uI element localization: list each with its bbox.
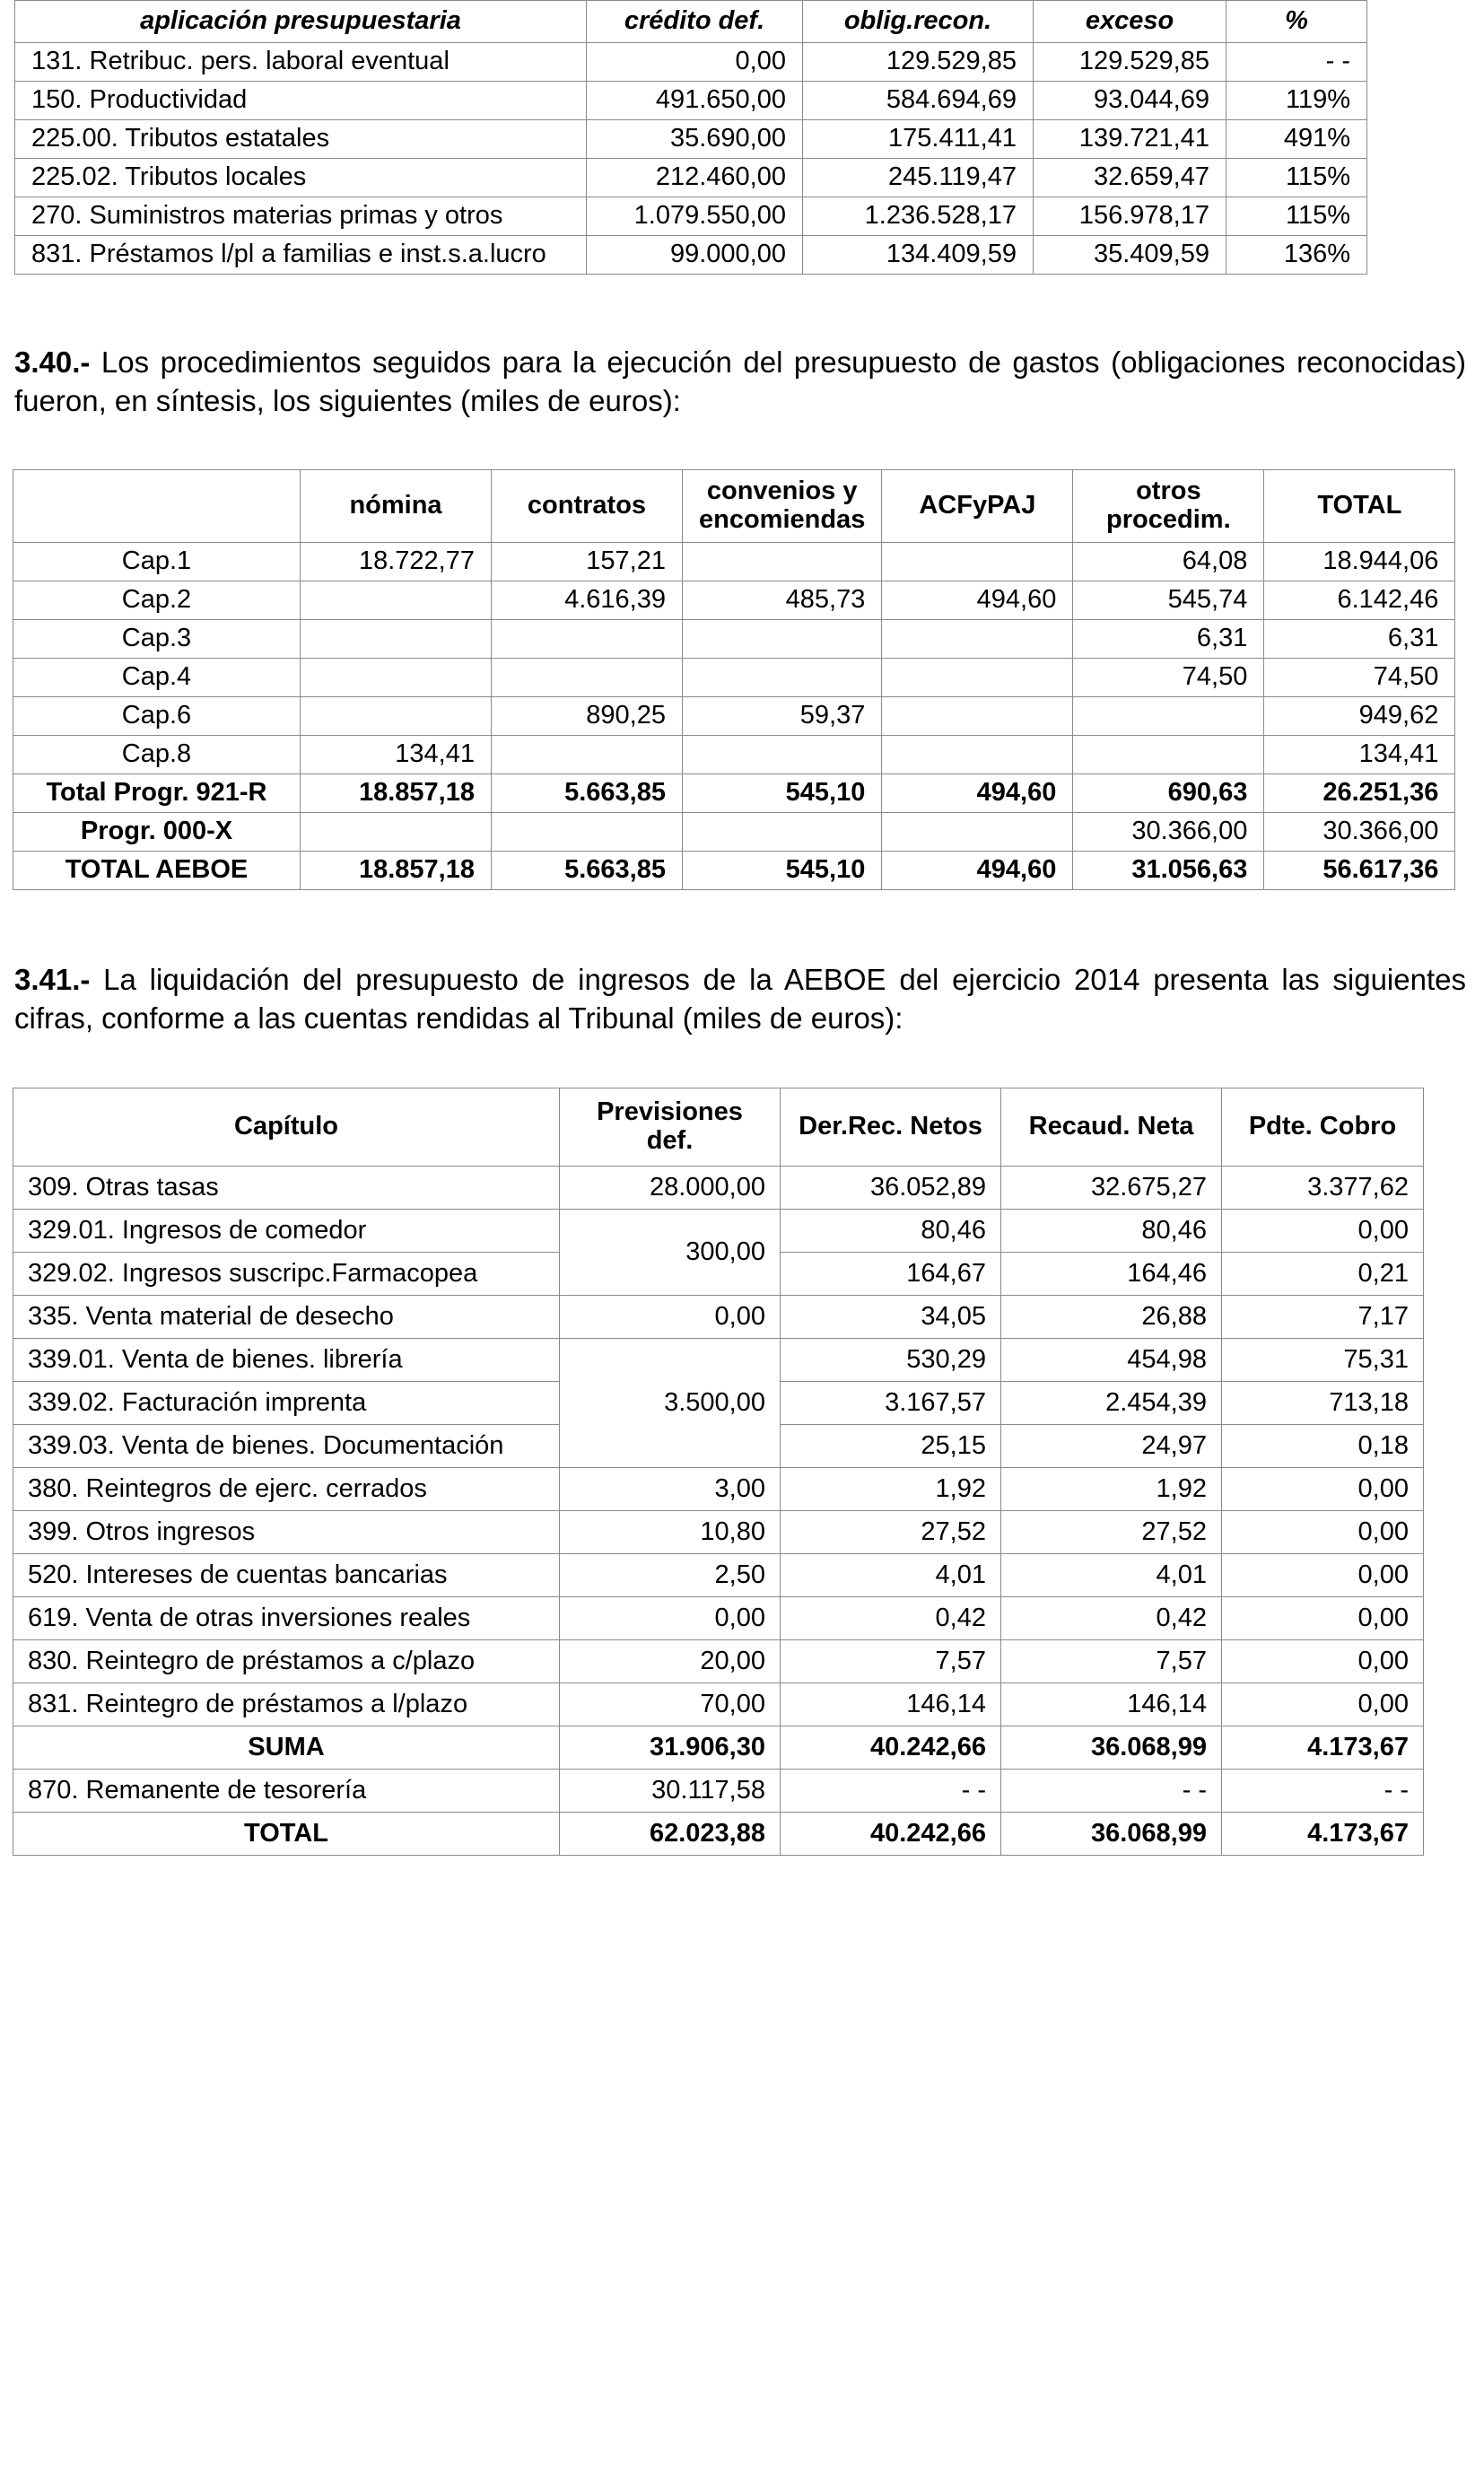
cell-acfypaj: [882, 659, 1073, 697]
cell-nomina: [301, 813, 492, 852]
cell-convenios: 59,37: [683, 697, 882, 736]
header-acfypaj: ACFyPAJ: [882, 470, 1073, 543]
table-row: [13, 1339, 1424, 1382]
row-label: 225.00. Tributos estatales: [15, 120, 587, 159]
cell-convenios: [683, 620, 882, 659]
cell-der-rec: 164,67: [781, 1253, 1001, 1296]
row-label: 380. Reintegros de ejerc. cerrados: [13, 1468, 560, 1511]
cell-nomina: [301, 620, 492, 659]
cell-recaud: 32.675,27: [1001, 1167, 1222, 1210]
cell-credito: 99.000,00: [587, 236, 803, 275]
row-label: 225.02. Tributos locales: [15, 159, 587, 197]
cell-contratos: [492, 736, 683, 774]
cell-exceso: 139.721,41: [1034, 120, 1226, 159]
table-row: [13, 1296, 1424, 1339]
cell-recaud: 4,01: [1001, 1554, 1222, 1597]
cell-der-rec: 7,57: [781, 1640, 1001, 1683]
cell-total: 56.617,36: [1264, 852, 1455, 890]
table-header-row: [13, 1088, 1424, 1167]
cell-der-rec: 1,92: [781, 1468, 1001, 1511]
cell-contratos: 4.616,39: [492, 581, 683, 620]
cell-pdte: 3.377,62: [1222, 1167, 1424, 1210]
cell-oblig: 175.411,41: [803, 120, 1034, 159]
table-row: [13, 659, 1455, 697]
cell-otros: 64,08: [1073, 543, 1264, 581]
cell-convenios: [683, 543, 882, 581]
header-total: TOTAL: [1264, 470, 1455, 543]
table-row-total-921r: [13, 774, 1455, 813]
cell-previsiones: 2,50: [560, 1554, 781, 1597]
cell-previsiones: 10,80: [560, 1511, 781, 1554]
cell-otros: 545,74: [1073, 581, 1264, 620]
paragraph-number: 3.40.-: [14, 345, 91, 379]
cell-contratos: 157,21: [492, 543, 683, 581]
row-label: 831. Reintegro de préstamos a l/plazo: [13, 1683, 560, 1726]
table-row-progr-000x: [13, 813, 1455, 852]
paragraph-text: Los procedimientos seguidos para la ejecución del presupuesto de gastos (obligaciones reconocidas) fueron, en síntesis, los siguientes (miles de euros):: [14, 345, 1466, 417]
row-label: SUMA: [13, 1726, 560, 1770]
table-row: [13, 1683, 1424, 1726]
cell-exceso: 156.978,17: [1034, 197, 1226, 236]
row-label: 339.01. Venta de bienes. librería: [13, 1339, 560, 1382]
row-label: Cap.8: [13, 736, 301, 774]
cell-total: 30.366,00: [1264, 813, 1455, 852]
cell-der-rec: 0,42: [781, 1597, 1001, 1640]
cell-nomina: [301, 697, 492, 736]
cell-exceso: 35.409,59: [1034, 236, 1226, 275]
cell-otros: [1073, 697, 1264, 736]
cell-nomina: [301, 581, 492, 620]
row-label: 619. Venta de otras inversiones reales: [13, 1597, 560, 1640]
cell-otros: [1073, 736, 1264, 774]
row-label: TOTAL AEBOE: [13, 852, 301, 890]
cell-credito: 1.079.550,00: [587, 197, 803, 236]
table-row: [13, 1511, 1424, 1554]
cell-otros: 31.056,63: [1073, 852, 1264, 890]
cell-otros: 30.366,00: [1073, 813, 1264, 852]
table-row: [15, 82, 1367, 120]
table-row: [15, 43, 1367, 82]
row-label: 309. Otras tasas: [13, 1167, 560, 1210]
cell-nomina: 18.857,18: [301, 852, 492, 890]
cell-nomina: 18.857,18: [301, 774, 492, 813]
cell-pdte: 0,00: [1222, 1511, 1424, 1554]
cell-acfypaj: 494,60: [882, 852, 1073, 890]
cell-previsiones: 62.023,88: [560, 1813, 781, 1856]
cell-percent: - -: [1226, 43, 1367, 82]
cell-der-rec: 27,52: [781, 1511, 1001, 1554]
table-row: [13, 1597, 1424, 1640]
header-nomina: nómina: [301, 470, 492, 543]
row-label: 339.03. Venta de bienes. Documentación: [13, 1425, 560, 1468]
cell-nomina: 18.722,77: [301, 543, 492, 581]
cell-der-rec: - -: [781, 1770, 1001, 1813]
row-label: Cap.2: [13, 581, 301, 620]
cell-exceso: 32.659,47: [1034, 159, 1226, 197]
row-label: Cap.4: [13, 659, 301, 697]
cell-pdte: 7,17: [1222, 1296, 1424, 1339]
table-row: [15, 236, 1367, 275]
cell-contratos: [492, 659, 683, 697]
cell-convenios: 545,10: [683, 774, 882, 813]
cell-der-rec: 40.242,66: [781, 1813, 1001, 1856]
header-recaud: Recaud. Neta: [1001, 1088, 1222, 1167]
cell-previsiones: 28.000,00: [560, 1167, 781, 1210]
cell-otros: 6,31: [1073, 620, 1264, 659]
cell-recaud: 26,88: [1001, 1296, 1222, 1339]
table-row: [15, 197, 1367, 236]
cell-oblig: 245.119,47: [803, 159, 1034, 197]
cell-credito: 212.460,00: [587, 159, 803, 197]
table-row: [13, 697, 1455, 736]
cell-previsiones: 20,00: [560, 1640, 781, 1683]
row-label: 150. Productividad: [15, 82, 587, 120]
row-label: Cap.1: [13, 543, 301, 581]
header-capitulo: Capítulo: [13, 1088, 560, 1167]
cell-previsiones: 70,00: [560, 1683, 781, 1726]
header-credito-def: crédito def.: [587, 1, 803, 43]
cell-credito: 0,00: [587, 43, 803, 82]
cell-total: 74,50: [1264, 659, 1455, 697]
table-row-suma: [13, 1726, 1424, 1770]
header-convenios: convenios y encomiendas: [683, 470, 882, 543]
table-row: [13, 620, 1455, 659]
cell-recaud: - -: [1001, 1770, 1222, 1813]
cell-total: 949,62: [1264, 697, 1455, 736]
table-row-total: [13, 1813, 1424, 1856]
cell-credito: 491.650,00: [587, 82, 803, 120]
cell-pdte: 4.173,67: [1222, 1813, 1424, 1856]
cell-oblig: 134.409,59: [803, 236, 1034, 275]
cell-pdte: 713,18: [1222, 1382, 1424, 1425]
table-row: [13, 1468, 1424, 1511]
table-header-row: [15, 1, 1367, 43]
header-aplicacion: aplicación presupuestaria: [15, 1, 587, 43]
cell-acfypaj: 494,60: [882, 774, 1073, 813]
cell-nomina: [301, 659, 492, 697]
cell-der-rec: 146,14: [781, 1683, 1001, 1726]
row-label: Cap.3: [13, 620, 301, 659]
cell-der-rec: 40.242,66: [781, 1726, 1001, 1770]
row-label: 335. Venta material de desecho: [13, 1296, 560, 1339]
header-pdte-cobro: Pdte. Cobro: [1222, 1088, 1424, 1167]
table-aplicacion-presupuestaria: [14, 0, 1367, 275]
row-label: TOTAL: [13, 1813, 560, 1856]
row-label: 870. Remanente de tesorería: [13, 1770, 560, 1813]
cell-convenios: 485,73: [683, 581, 882, 620]
cell-total: 26.251,36: [1264, 774, 1455, 813]
cell-previsiones-merged: 3.500,00: [560, 1339, 781, 1468]
header-otros-procedim: otros procedim.: [1073, 470, 1264, 543]
cell-oblig: 584.694,69: [803, 82, 1034, 120]
table-header-row: [13, 470, 1455, 543]
cell-recaud: 2.454,39: [1001, 1382, 1222, 1425]
paragraph-3-41: [14, 960, 1466, 1037]
cell-percent: 136%: [1226, 236, 1367, 275]
table-row: [13, 543, 1455, 581]
cell-nomina: 134,41: [301, 736, 492, 774]
cell-der-rec: 80,46: [781, 1210, 1001, 1253]
cell-recaud: 36.068,99: [1001, 1813, 1222, 1856]
table-row: [13, 1167, 1424, 1210]
header-oblig-recon: oblig.recon.: [803, 1, 1034, 43]
table-row: [13, 1554, 1424, 1597]
cell-total: 6.142,46: [1264, 581, 1455, 620]
cell-der-rec: 4,01: [781, 1554, 1001, 1597]
cell-der-rec: 530,29: [781, 1339, 1001, 1382]
row-label: 831. Préstamos l/pl a familias e inst.s.a.lucro: [15, 236, 587, 275]
cell-recaud: 0,42: [1001, 1597, 1222, 1640]
cell-acfypaj: [882, 620, 1073, 659]
cell-der-rec: 3.167,57: [781, 1382, 1001, 1425]
row-label: 329.01. Ingresos de comedor: [13, 1210, 560, 1253]
table-procedimientos-gastos: [13, 469, 1455, 890]
paragraph-3-40: [14, 343, 1466, 420]
cell-total: 134,41: [1264, 736, 1455, 774]
cell-pdte: 0,18: [1222, 1425, 1424, 1468]
row-label: 830. Reintegro de préstamos a c/plazo: [13, 1640, 560, 1683]
paragraph-text: La liquidación del presupuesto de ingresos de la AEBOE del ejercicio 2014 presenta las siguientes cifras, conforme a las cuentas rendidas al Tribunal (miles de euros):: [14, 963, 1466, 1035]
cell-acfypaj: [882, 543, 1073, 581]
table-row-total-aeboe: [13, 852, 1455, 890]
cell-pdte: 75,31: [1222, 1339, 1424, 1382]
table-row: [13, 1210, 1424, 1253]
cell-percent: 491%: [1226, 120, 1367, 159]
cell-recaud: 454,98: [1001, 1339, 1222, 1382]
header-der-rec: Der.Rec. Netos: [781, 1088, 1001, 1167]
cell-contratos: 890,25: [492, 697, 683, 736]
cell-percent: 115%: [1226, 197, 1367, 236]
row-label: Progr. 000-X: [13, 813, 301, 852]
header-percent: %: [1226, 1, 1367, 43]
cell-pdte: 0,21: [1222, 1253, 1424, 1296]
row-label: Cap.6: [13, 697, 301, 736]
cell-previsiones: 31.906,30: [560, 1726, 781, 1770]
cell-credito: 35.690,00: [587, 120, 803, 159]
cell-contratos: [492, 620, 683, 659]
cell-exceso: 129.529,85: [1034, 43, 1226, 82]
cell-previsiones: 30.117,58: [560, 1770, 781, 1813]
cell-recaud: 36.068,99: [1001, 1726, 1222, 1770]
row-label: 520. Intereses de cuentas bancarias: [13, 1554, 560, 1597]
row-label: Total Progr. 921-R: [13, 774, 301, 813]
cell-pdte: 4.173,67: [1222, 1726, 1424, 1770]
cell-otros: 74,50: [1073, 659, 1264, 697]
cell-exceso: 93.044,69: [1034, 82, 1226, 120]
table-row: [15, 159, 1367, 197]
cell-der-rec: 34,05: [781, 1296, 1001, 1339]
table-row: [13, 581, 1455, 620]
cell-contratos: [492, 813, 683, 852]
header-exceso: exceso: [1034, 1, 1226, 43]
cell-pdte: 0,00: [1222, 1683, 1424, 1726]
cell-recaud: 7,57: [1001, 1640, 1222, 1683]
cell-convenios: [683, 659, 882, 697]
cell-der-rec: 36.052,89: [781, 1167, 1001, 1210]
table-row: [13, 1640, 1424, 1683]
cell-previsiones: 3,00: [560, 1468, 781, 1511]
table-row: [15, 120, 1367, 159]
row-label: 329.02. Ingresos suscripc.Farmacopea: [13, 1253, 560, 1296]
cell-pdte: 0,00: [1222, 1597, 1424, 1640]
cell-convenios: 545,10: [683, 852, 882, 890]
row-label: 339.02. Facturación imprenta: [13, 1382, 560, 1425]
header-previsiones: Previsiones def.: [560, 1088, 781, 1167]
cell-oblig: 1.236.528,17: [803, 197, 1034, 236]
cell-previsiones-merged: 300,00: [560, 1210, 781, 1296]
cell-total: 6,31: [1264, 620, 1455, 659]
cell-convenios: [683, 813, 882, 852]
cell-pdte: 0,00: [1222, 1554, 1424, 1597]
cell-recaud: 164,46: [1001, 1253, 1222, 1296]
cell-acfypaj: [882, 697, 1073, 736]
cell-recaud: 146,14: [1001, 1683, 1222, 1726]
cell-recaud: 24,97: [1001, 1425, 1222, 1468]
row-label: 131. Retribuc. pers. laboral eventual: [15, 43, 587, 82]
row-label: 270. Suministros materias primas y otros: [15, 197, 587, 236]
cell-acfypaj: [882, 736, 1073, 774]
paragraph-number: 3.41.-: [14, 963, 91, 996]
cell-acfypaj: [882, 813, 1073, 852]
cell-previsiones: 0,00: [560, 1296, 781, 1339]
cell-recaud: 27,52: [1001, 1511, 1222, 1554]
row-label: 399. Otros ingresos: [13, 1511, 560, 1554]
cell-acfypaj: 494,60: [882, 581, 1073, 620]
cell-pdte: - -: [1222, 1770, 1424, 1813]
cell-total: 18.944,06: [1264, 543, 1455, 581]
cell-previsiones: 0,00: [560, 1597, 781, 1640]
cell-recaud: 1,92: [1001, 1468, 1222, 1511]
table-row: [13, 736, 1455, 774]
table-liquidacion-ingresos: [13, 1088, 1424, 1856]
cell-pdte: 0,00: [1222, 1468, 1424, 1511]
cell-otros: 690,63: [1073, 774, 1264, 813]
cell-percent: 119%: [1226, 82, 1367, 120]
cell-pdte: 0,00: [1222, 1210, 1424, 1253]
cell-recaud: 80,46: [1001, 1210, 1222, 1253]
cell-contratos: 5.663,85: [492, 852, 683, 890]
header-contratos: contratos: [492, 470, 683, 543]
cell-contratos: 5.663,85: [492, 774, 683, 813]
cell-oblig: 129.529,85: [803, 43, 1034, 82]
cell-percent: 115%: [1226, 159, 1367, 197]
cell-pdte: 0,00: [1222, 1640, 1424, 1683]
header-empty: [13, 470, 301, 543]
cell-der-rec: 25,15: [781, 1425, 1001, 1468]
cell-convenios: [683, 736, 882, 774]
table-row: [13, 1770, 1424, 1813]
